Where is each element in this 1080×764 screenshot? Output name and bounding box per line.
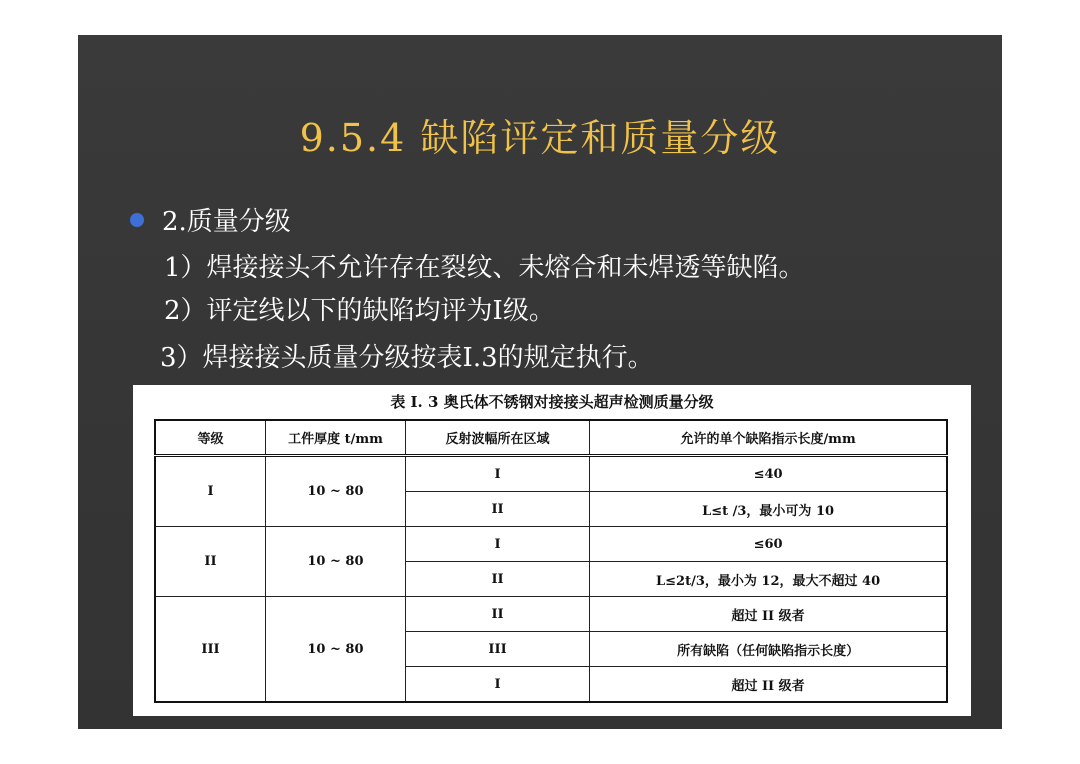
zone-cell: II <box>405 597 589 632</box>
header-thickness: 工件厚度 t/mm <box>266 420 406 456</box>
quality-grade-table <box>154 419 948 703</box>
zone-cell: I <box>405 527 589 562</box>
table-header-row <box>155 420 947 456</box>
zone-cell: II <box>405 562 589 597</box>
zone-cell: I <box>405 667 589 703</box>
length-cell: 超过 II 级者 <box>590 597 947 632</box>
table-row <box>155 597 947 632</box>
header-length: 允许的单个缺陷指示长度/mm <box>590 420 947 456</box>
table-image <box>133 385 971 716</box>
table-row <box>155 527 947 562</box>
bullet-item-3: 3）焊接接头质量分级按表I.3的规定执行。 <box>160 343 654 373</box>
bullet-heading: 2.质量分级 <box>162 207 291 237</box>
table-caption: 表 I. 3 奥氏体不锈钢对接接头超声检测质量分级 <box>390 393 714 411</box>
length-cell: 所有缺陷（任何缺陷指示长度） <box>590 632 947 667</box>
zone-cell: III <box>405 632 589 667</box>
length-cell: L≤2t/3，最小为 12，最大不超过 40 <box>590 562 947 597</box>
length-cell: 超过 II 级者 <box>590 667 947 703</box>
bullet-dot-icon <box>130 213 144 227</box>
zone-cell: II <box>405 492 589 527</box>
length-cell: ≤40 <box>590 456 947 492</box>
grade-cell: II <box>155 527 266 597</box>
thickness-cell: 10 ~ 80 <box>266 456 406 527</box>
grade-cell: III <box>155 597 266 703</box>
zone-cell: I <box>405 456 589 492</box>
grade-cell: I <box>155 456 266 527</box>
length-cell: ≤60 <box>590 527 947 562</box>
header-zone: 反射波幅所在区域 <box>405 420 589 456</box>
thickness-cell: 10 ~ 80 <box>266 597 406 703</box>
thickness-cell: 10 ~ 80 <box>266 527 406 597</box>
slide-title: 9.5.4 缺陷评定和质量分级 <box>299 116 781 160</box>
bullet-item-1: 1）焊接接头不允许存在裂纹、未熔合和未焊透等缺陷。 <box>164 253 805 283</box>
table-row <box>155 456 947 492</box>
header-grade: 等级 <box>155 420 266 456</box>
length-cell: L≤t /3，最小可为 10 <box>590 492 947 527</box>
bullet-item-2: 2）评定线以下的缺陷均评为I级。 <box>164 296 555 326</box>
